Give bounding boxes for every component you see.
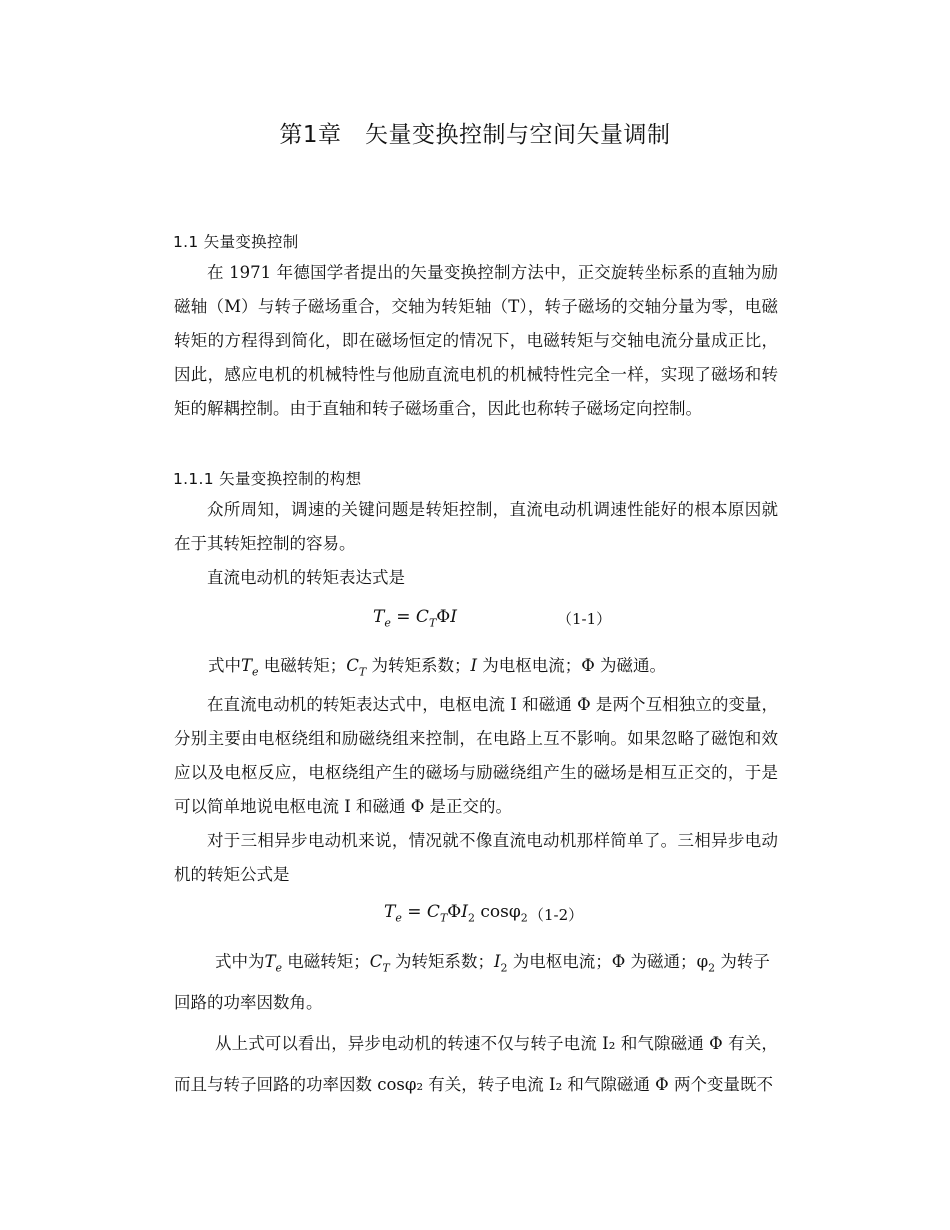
eq1-te-sub: e bbox=[384, 616, 391, 630]
equation-1-2 bbox=[384, 902, 528, 924]
eq1-i: I bbox=[450, 607, 457, 627]
legend2-phi: Φ bbox=[611, 952, 626, 971]
eq1-ct: C bbox=[415, 607, 429, 627]
equation-1-1 bbox=[373, 607, 457, 629]
legend2-te: T bbox=[264, 952, 276, 971]
eq1-te: T bbox=[373, 607, 385, 627]
equation-1-2-legend-continued: 回路的功率因数角。 bbox=[174, 993, 323, 1012]
legend2-t3: 为电枢电流； bbox=[507, 952, 612, 971]
legend2-t2: 为转矩系数； bbox=[389, 952, 494, 971]
eq1-ct-sub: T bbox=[428, 616, 437, 630]
legend1-ct: C bbox=[346, 656, 359, 675]
legend1-t4: 为磁通。 bbox=[594, 656, 667, 675]
section-1-1-paragraph: 在 1971 年德国学者提出的矢量变换控制方法中，正交旋转坐标系的直轴为励磁轴（M）与转子磁场重合，交轴为转矩轴（T），转子磁场的交轴分量为零，电磁转矩的方程得到简化，即在磁场恒定的情况下，电磁转矩与交轴电流分量成正比，因此，感应电机的机械特性与他励直流电机的机械特性完全一样，实现了磁场和转矩的解耦控制。由于直轴和转子磁场重合，因此也称转子磁场定向控制。 bbox=[174, 263, 778, 418]
legend2-t1: 电磁转矩； bbox=[282, 952, 370, 971]
paragraph-async-analysis-line2: 而且与转子回路的功率因数 cosφ₂ 有关，转子电流 I₂ 和气隙磁通 Φ 两个变量既不 bbox=[174, 1075, 773, 1094]
eq2-ct: C bbox=[426, 902, 440, 922]
legend1-t1: 电磁转矩； bbox=[258, 656, 347, 675]
legend2-i2-sub: 2 bbox=[500, 961, 508, 975]
legend1-prefix: 式中 bbox=[208, 656, 241, 675]
legend1-ct-sub: T bbox=[358, 665, 367, 679]
legend1-t2: 为转矩系数； bbox=[366, 656, 471, 675]
paragraph-async-intro: 对于三相异步电动机来说，情况就不像直流电动机那样简单了。三相异步电动机的转矩公式是 bbox=[174, 831, 778, 884]
eq2-i-sub: 2 bbox=[467, 911, 475, 925]
eq2-te: T bbox=[384, 902, 396, 922]
legend2-t4: 为磁通； bbox=[625, 952, 697, 971]
equation-1-2-legend bbox=[215, 948, 770, 974]
legend1-te: T bbox=[241, 656, 253, 675]
equation-1-1-legend bbox=[208, 652, 666, 678]
eq2-equals: = bbox=[401, 902, 427, 922]
legend2-te-sub: e bbox=[275, 961, 283, 975]
legend2-prefix: 式中为 bbox=[215, 952, 265, 971]
legend1-i: I bbox=[470, 656, 478, 675]
eq1-equals: = bbox=[390, 607, 416, 627]
legend2-phi2: φ bbox=[696, 952, 709, 971]
eq1-phi: Φ bbox=[436, 607, 451, 627]
chapter-title: 第1章 矢量变换控制与空间矢量调制 bbox=[279, 122, 671, 148]
legend2-ct-sub: T bbox=[382, 961, 390, 975]
legend2-i2: I bbox=[494, 952, 501, 971]
section-heading-1-1-1: 1.1.1 矢量变换控制的构想 bbox=[173, 470, 362, 488]
eq2-ct-sub: T bbox=[439, 911, 448, 925]
equation-1-2-number: （1-2） bbox=[529, 906, 584, 924]
paragraph-torque-control: 众所周知，调速的关键问题是转矩控制，直流电动机调速性能好的根本原因就在于其转矩控制的容易。 bbox=[174, 500, 778, 553]
paragraph-async-analysis-line1: 从上式可以看出，异步电动机的转速不仅与转子电流 I₂ 和气隙磁通 Φ 有关， bbox=[215, 1034, 778, 1053]
legend1-t3: 为电枢电流； bbox=[477, 656, 582, 675]
legend1-te-sub: e bbox=[252, 665, 259, 679]
legend2-phi2-sub: 2 bbox=[708, 961, 716, 975]
equation-1-1-number: （1-1） bbox=[557, 610, 612, 628]
section-heading-1-1: 1.1 矢量变换控制 bbox=[173, 233, 299, 251]
eq2-cos: cosφ bbox=[474, 902, 521, 922]
legend1-phi: Φ bbox=[581, 656, 595, 675]
legend2-t5: 为转子 bbox=[715, 952, 770, 971]
paragraph-dc-orthogonal: 在直流电动机的转矩表达式中，电枢电流 I 和磁通 Φ 是两个互相独立的变量，分别主要由电枢绕组和励磁绕组来控制，在电路上互不影响。如果忽略了磁饱和效应以及电枢反应，电枢绕组产生的磁场与励磁绕组产生的磁场是相互正交的，于是可以简单地说电枢电流 I 和磁通 Φ 是正交的。 bbox=[174, 695, 778, 816]
eq2-cos-sub: 2 bbox=[520, 911, 528, 925]
eq2-i: I bbox=[461, 902, 468, 922]
paragraph-dc-torque-intro: 直流电动机的转矩表达式是 bbox=[207, 568, 405, 587]
legend2-ct: C bbox=[369, 952, 383, 971]
eq2-te-sub: e bbox=[395, 911, 402, 925]
eq2-phi: Φ bbox=[447, 902, 462, 922]
